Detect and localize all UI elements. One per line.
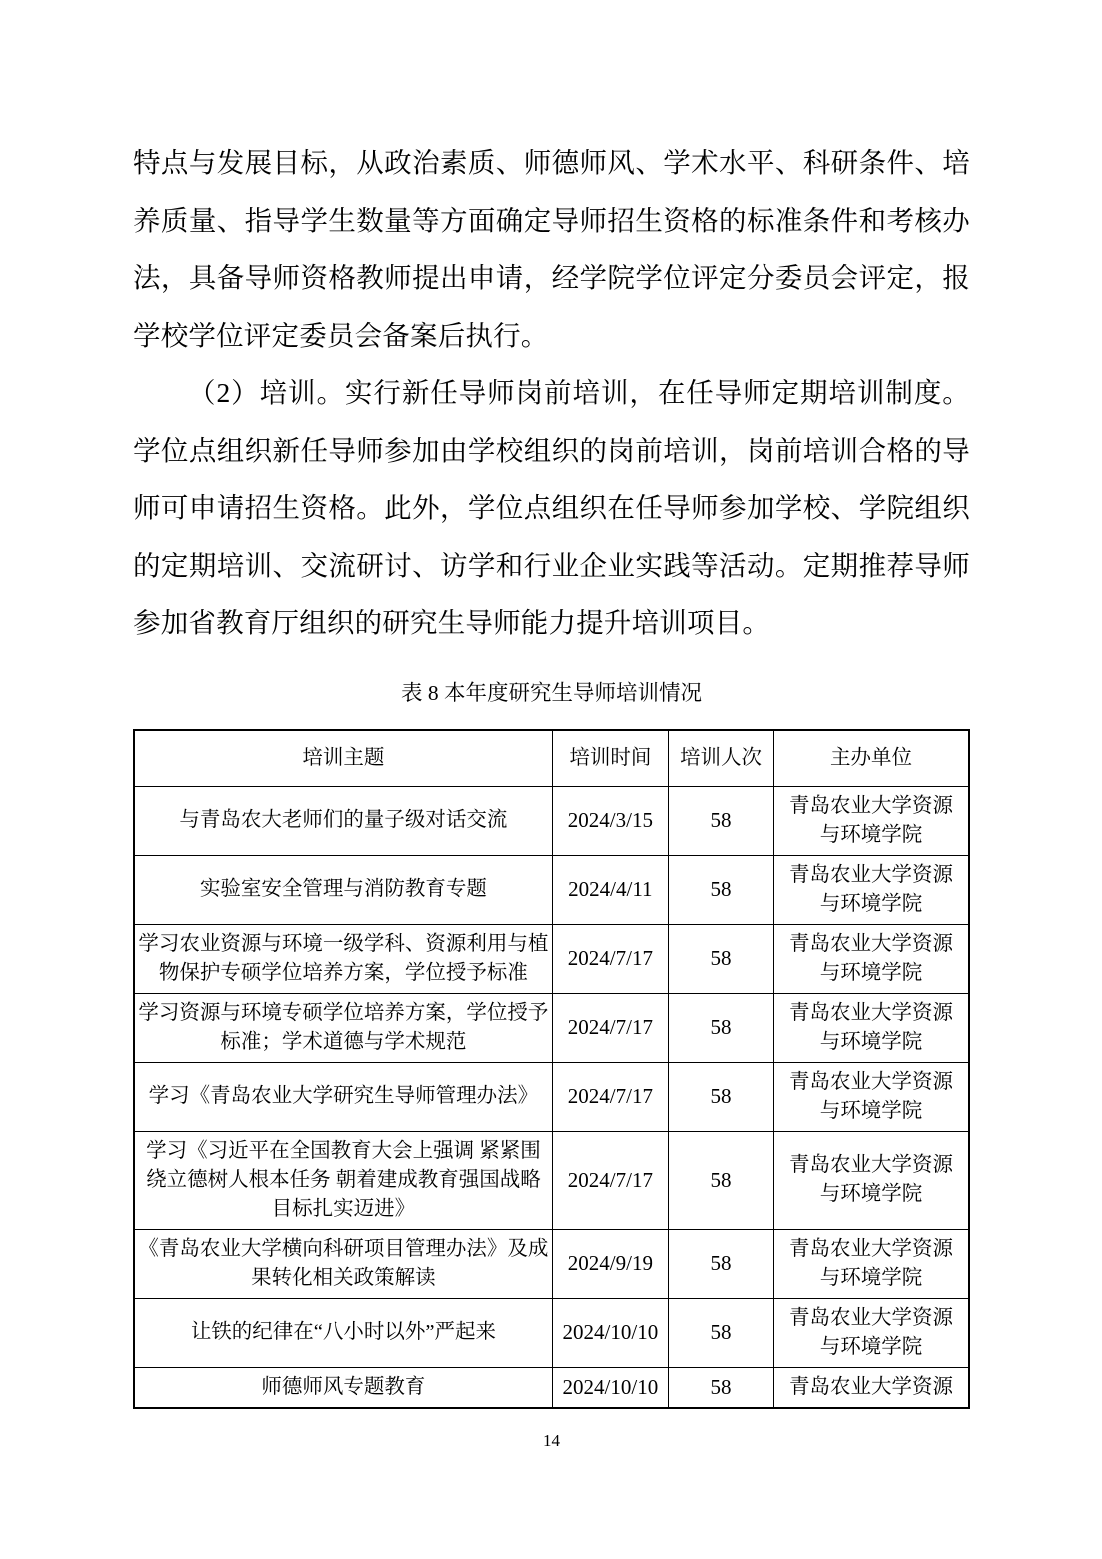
header-cell-org: 主办单位 — [774, 730, 969, 787]
date-cell: 2024/7/17 — [552, 1131, 668, 1229]
page-number: 14 — [543, 1430, 560, 1450]
date-cell: 2024/7/17 — [552, 1062, 668, 1131]
topic-cell: 实验室安全管理与消防教育专题 — [134, 855, 552, 924]
table-row — [134, 924, 969, 993]
org-cell: 青岛农业大学资源与环境学院 — [774, 1062, 969, 1131]
org-cell: 青岛农业大学资源与环境学院 — [774, 1229, 969, 1298]
org-cell: 青岛农业大学资源与环境学院 — [774, 993, 969, 1062]
count-cell: 58 — [668, 924, 773, 993]
paragraph-line: 特点与发展目标，从政治素质、师德师风、学术水平、科研条件、培 — [133, 147, 970, 178]
count-cell: 58 — [668, 855, 773, 924]
org-cell: 青岛农业大学资源与环境学院 — [774, 924, 969, 993]
date-cell: 2024/10/10 — [552, 1298, 668, 1367]
count-cell: 58 — [668, 786, 773, 855]
paragraph-line: 法，具备导师资格教师提出申请，经学院学位评定分委员会评定，报 — [133, 262, 970, 293]
paragraph — [133, 134, 970, 364]
paragraph-line: 养质量、指导学生数量等方面确定导师招生资格的标准条件和考核办 — [133, 204, 970, 236]
header-cell-topic: 培训主题 — [134, 730, 552, 787]
table-row — [134, 1367, 969, 1408]
count-cell: 58 — [668, 993, 773, 1062]
count-cell: 58 — [668, 1131, 773, 1229]
paragraph-line: 参加省教育厅组织的研究生导师能力提升培训项目。 — [133, 607, 771, 638]
table-row — [134, 855, 969, 924]
topic-cell: 学习农业资源与环境一级学科、资源利用与植物保护专硕学位培养方案，学位授予标准 — [134, 924, 552, 993]
table-row — [134, 786, 969, 855]
date-cell: 2024/10/10 — [552, 1367, 668, 1408]
header-cell-date: 培训时间 — [552, 730, 668, 787]
topic-cell: 学习资源与环境专硕学位培养方案，学位授予标准；学术道德与学术规范 — [134, 993, 552, 1062]
org-cell: 青岛农业大学资源与环境学院 — [774, 1298, 969, 1367]
page-content — [133, 0, 970, 1453]
training-table — [133, 729, 970, 1409]
date-cell: 2024/7/17 — [552, 924, 668, 993]
org-cell: 青岛农业大学资源与环境学院 — [774, 855, 969, 924]
topic-cell: 让铁的纪律在“八小时以外”严起来 — [134, 1298, 552, 1367]
table-row — [134, 1298, 969, 1367]
table-row — [134, 993, 969, 1062]
paragraph-line: 师可申请招生资格。此外，学位点组织在任导师参加学校、学院组织 — [133, 492, 970, 523]
org-cell: 青岛农业大学资源 — [774, 1367, 969, 1408]
paragraph — [133, 364, 970, 652]
table-title: 表 8 本年度研究生导师培训情况 — [400, 680, 702, 705]
topic-cell: 《青岛农业大学横向科研项目管理办法》及成果转化相关政策解读 — [134, 1229, 552, 1298]
date-cell: 2024/9/19 — [552, 1229, 668, 1298]
paragraph-line: 学位点组织新任导师参加由学校组织的岗前培训，岗前培训合格的导 — [133, 434, 970, 466]
org-cell: 青岛农业大学资源与环境学院 — [774, 786, 969, 855]
header-cell-count: 培训人次 — [668, 730, 773, 787]
topic-cell: 学习《青岛农业大学研究生导师管理办法》 — [134, 1062, 552, 1131]
topic-cell: 师德师风专题教育 — [134, 1367, 552, 1408]
topic-cell: 学习《习近平在全国教育大会上强调 紧紧围绕立德树人根本任务 朝着建成教育强国战略目标扎实迈进》 — [134, 1131, 552, 1229]
topic-cell: 与青岛农大老师们的量子级对话交流 — [134, 786, 552, 855]
date-cell: 2024/3/15 — [552, 786, 668, 855]
header-row — [134, 730, 969, 787]
paragraph-line: 的定期培训、交流研讨、访学和行业企业实践等活动。定期推荐导师 — [133, 549, 970, 581]
date-cell: 2024/7/17 — [552, 993, 668, 1062]
table-row — [134, 1062, 969, 1131]
count-cell: 58 — [668, 1367, 773, 1408]
paragraph-line: （2）培训。实行新任导师岗前培训，在任导师定期培训制度。 — [188, 377, 970, 408]
date-cell: 2024/4/11 — [552, 855, 668, 924]
count-cell: 58 — [668, 1229, 773, 1298]
table-row — [134, 1131, 969, 1229]
paragraph-line: 学校学位评定委员会备案后执行。 — [133, 319, 549, 351]
table-row — [134, 1229, 969, 1298]
org-cell: 青岛农业大学资源与环境学院 — [774, 1131, 969, 1229]
count-cell: 58 — [668, 1298, 773, 1367]
count-cell: 58 — [668, 1062, 773, 1131]
body-text — [133, 134, 970, 652]
